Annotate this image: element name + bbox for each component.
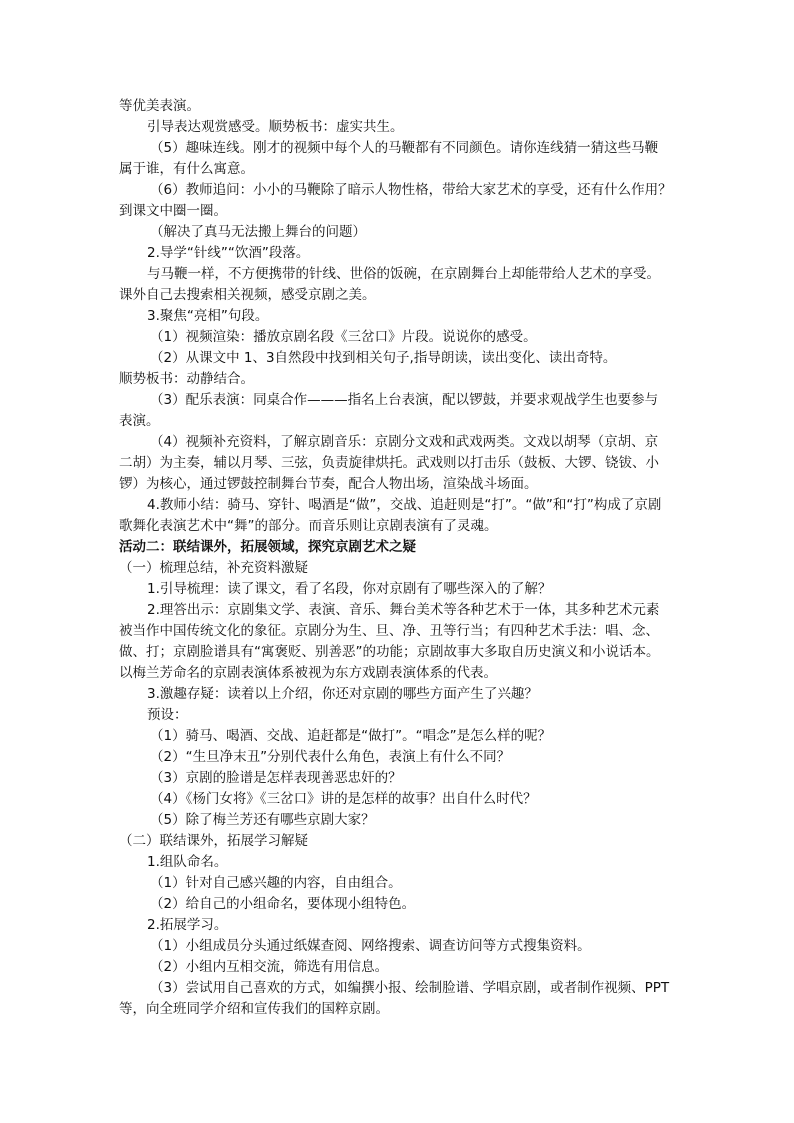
subsection-heading: （一）梳理总结，补充资料激疑 — [119, 560, 308, 576]
text-line: 到课文中圈一圈。 — [119, 203, 227, 219]
text-line: （1）骑马、喝酒、交战、追赶都是“做打”。“唱念”是怎么样的呢？ — [150, 728, 552, 744]
text-line: （5）趣味连线。刚才的视频中每个人的马鞭都有不同颜色。请你连线猜一猜这些马鞭 — [150, 140, 659, 156]
text-line: 锣）为核心，通过锣鼓控制舞台节奏，配合人物出场，渲染战斗场面。 — [119, 476, 538, 492]
text-line: （5）除了梅兰芳还有哪些京剧大家？ — [150, 812, 375, 828]
text-line: 2.导学“针线”“饮酒”段落。 — [147, 245, 310, 261]
text-line: （解决了真马无法搬上舞台的问题） — [150, 224, 366, 240]
text-line: 2.拓展学习。 — [147, 917, 228, 933]
text-line: （2）“生旦净末丑”分别代表什么角色，表演上有什么不同？ — [150, 749, 511, 765]
text-line: 4.教师小结：骑马、穿针、喝酒是“做”，交战、追赶则是“打”。“做”和“打”构成了京剧 — [147, 497, 662, 513]
text-line: 做、打；京剧脸谱具有“寓褒贬、别善恶”的功能；京剧故事大多取自历史演义和小说话本。 — [119, 644, 660, 660]
text-line: 被当作中国传统文化的象征。京剧分为生、旦、净、丑等行当；有四种艺术手法：唱、念、 — [119, 623, 659, 639]
subsection-heading: （二）联结课外，拓展学习解疑 — [119, 833, 308, 849]
text-line: 以梅兰芳命名的京剧表演体系被视为东方戏剧表演体系的代表。 — [119, 665, 497, 681]
text-line: （4）《杨门女将》《三岔口》讲的是怎样的故事？出自什么时代？ — [150, 791, 537, 807]
text-line: （4）视频补充资料，了解京剧音乐：京剧分文戏和武戏两类。文戏以胡琴（京胡、京 — [150, 434, 659, 450]
text-line: 3.激趣存疑：读着以上介绍，你还对京剧的哪些方面产生了兴趣？ — [147, 686, 538, 702]
text-line: （6）教师追问：小小的马鞭除了暗示人物性格，带给大家艺术的享受，还有什么作用？ — [150, 182, 672, 198]
text-line: （2）小组内互相交流，筛选有用信息。 — [150, 959, 389, 975]
text-line: 等优美表演。 — [119, 98, 200, 114]
text-line: 课外自己去搜索相关视频，感受京剧之美。 — [119, 287, 376, 303]
text-line: （3）尝试用自己喜欢的方式，如编撰小报、绘制脸谱、学唱京剧，或者制作视频、PPT — [150, 980, 670, 996]
text-line: 引导表达观赏感受。顺势板书：虚实共生。 — [147, 119, 404, 135]
text-line: （3）京剧的脸谱是怎样表现善恶忠奸的？ — [150, 770, 402, 786]
text-line: 预设： — [147, 707, 188, 723]
text-line: 表演。 — [119, 413, 160, 429]
text-line: （1）视频渲染：播放京剧名段《三岔口》片段。说说你的感受。 — [150, 329, 537, 345]
text-line: 与马鞭一样，不方便携带的针线、世俗的饭碗，在京剧舞台上却能带给人艺术的享受。 — [147, 266, 660, 282]
text-line: 歌舞化表演艺术中“舞”的部分。而音乐则让京剧表演有了灵魂。 — [119, 518, 498, 534]
text-line: 2.理答出示：京剧集文学、表演、音乐、舞台美术等各种艺术于一体，其多种艺术元素 — [147, 602, 660, 618]
text-line: （1）针对自己感兴趣的内容，自由组合。 — [150, 875, 402, 891]
section-heading: 活动二：联结课外，拓展领域，探究京剧艺术之疑 — [119, 539, 416, 555]
text-line: 属于谁，有什么寓意。 — [119, 161, 254, 177]
text-line: 1.引导梳理：读了课文，看了名段，你对京剧有了哪些深入的了解？ — [147, 581, 552, 597]
text-line: 1.组队命名。 — [147, 854, 228, 870]
text-line: （2）给自己的小组命名，要体现小组特色。 — [150, 896, 416, 912]
text-line: （1）小组成员分头通过纸媒查阅、网络搜索、调查访问等方式搜集资料。 — [150, 938, 591, 954]
text-line: （2）从课文中 1、3自然段中找到相关句子,指导朗读，读出变化、读出奇特。 — [150, 350, 617, 366]
text-line: （3）配乐表演：同桌合作———指名上台表演，配以锣鼓，并要求观战学生也要参与 — [150, 392, 659, 408]
text-line: 3.聚焦“亮相”句段。 — [147, 308, 269, 324]
text-line: 顺势板书：动静结合。 — [119, 371, 254, 387]
text-line: 二胡）为主奏，辅以月琴、三弦，负责旋律烘托。武戏则以打击乐（鼓板、大锣、铙钹、小 — [119, 455, 659, 471]
text-line: 等，向全班同学介绍和宣传我们的国粹京剧。 — [119, 1001, 389, 1017]
